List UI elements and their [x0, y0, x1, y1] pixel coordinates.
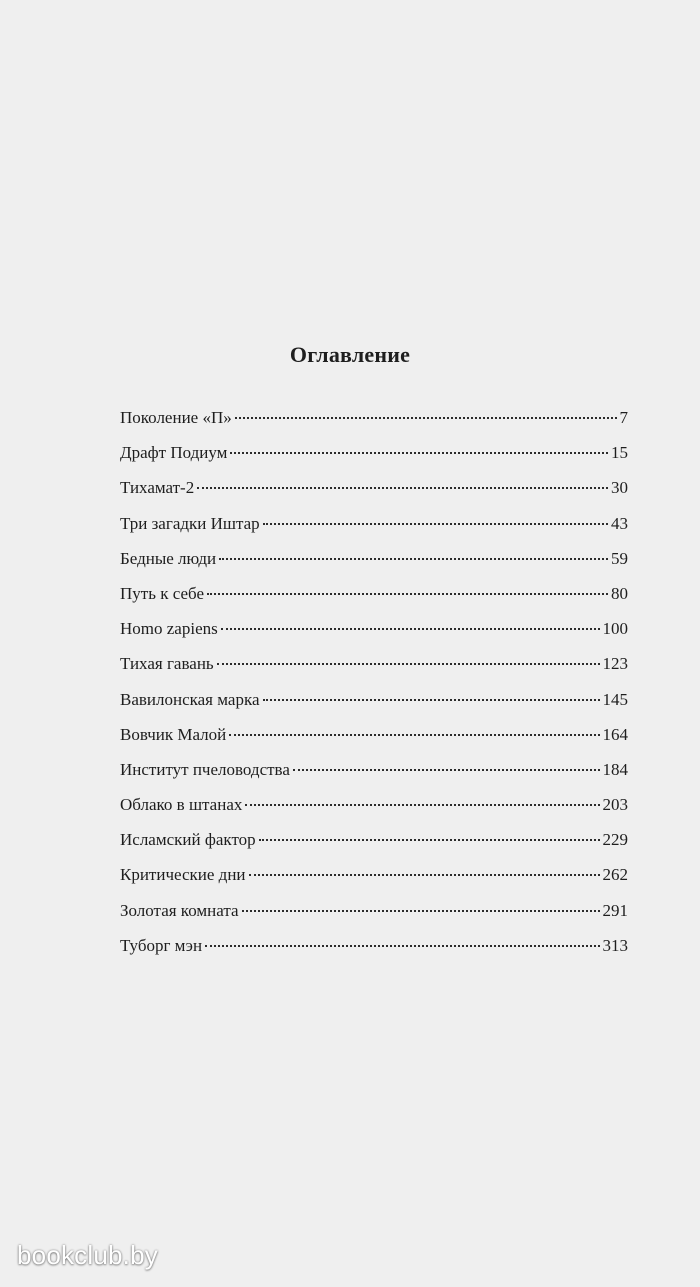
toc-entry-page: 59 [611, 548, 628, 568]
toc-entry-page: 15 [611, 443, 628, 463]
toc-entry [120, 435, 628, 470]
dot-leader [293, 769, 600, 771]
toc-entry-page: 123 [602, 654, 628, 674]
toc-entry-page: 203 [602, 795, 628, 815]
dot-leader [235, 417, 617, 419]
toc-entry-page: 100 [602, 619, 628, 639]
toc-entry [120, 682, 628, 717]
page-title: Оглавление [289, 342, 411, 367]
toc-entry-page: 164 [602, 724, 628, 744]
toc-entry-page: 229 [602, 830, 628, 850]
toc-entry [120, 541, 628, 576]
toc-entry-title: Исламский фактор [120, 830, 256, 850]
toc-entry-page: 30 [611, 478, 628, 498]
dot-leader [245, 804, 599, 806]
dot-leader [207, 593, 608, 595]
toc-entry [120, 752, 628, 787]
toc-entry-title: Бедные люди [120, 548, 217, 568]
dot-leader [217, 663, 600, 665]
toc-entry [120, 576, 628, 611]
toc-entry [120, 400, 628, 435]
toc-entry-title: Тихая гавань [120, 654, 214, 674]
toc-entry-title: Золотая комната [120, 900, 239, 920]
toc-entry-title: Облако в штанах [120, 795, 243, 815]
toc-entry-page: 145 [602, 689, 628, 709]
toc-entry-title: Путь к себе [120, 583, 204, 603]
dot-leader [263, 523, 608, 525]
dot-leader [249, 874, 600, 876]
toc-entry-page: 291 [602, 900, 628, 920]
dot-leader [221, 628, 600, 630]
toc-entry-title: Драфт Подиум [120, 443, 228, 463]
toc-entry [120, 893, 628, 928]
toc-entry [120, 787, 628, 822]
dot-leader [230, 452, 608, 454]
toc-entry-page: 43 [611, 513, 628, 533]
toc-entry [120, 470, 628, 505]
toc-entry-title: Институт пчеловодства [120, 759, 290, 779]
table-of-contents [120, 400, 628, 963]
toc-entry-title: Три загадки Иштар [120, 513, 260, 533]
watermark: bookclub.by [17, 1240, 158, 1270]
toc-entry-page: 262 [602, 865, 628, 885]
toc-entry-page: 80 [611, 583, 628, 603]
dot-leader [197, 487, 608, 489]
toc-entry-title: Вовчик Малой [120, 724, 227, 744]
toc-entry [120, 611, 628, 646]
toc-entry-title: Homo zapiens [120, 619, 218, 639]
toc-entry [120, 822, 628, 857]
dot-leader [242, 910, 600, 912]
toc-entry-title: Туборг мэн [120, 935, 203, 955]
toc-entry [120, 857, 628, 892]
dot-leader [259, 839, 600, 841]
dot-leader [219, 558, 608, 560]
toc-entry-title: Тихамат-2 [120, 478, 195, 498]
toc-entry-page: 184 [602, 759, 628, 779]
toc-entry-page: 313 [602, 935, 628, 955]
toc-entry [120, 506, 628, 541]
dot-leader [205, 945, 599, 947]
toc-entry-title: Вавилонская марка [120, 689, 260, 709]
dot-leader [229, 734, 599, 736]
toc-entry-page: 7 [619, 408, 628, 427]
toc-entry [120, 717, 628, 752]
toc-entry [120, 928, 628, 963]
toc-entry [120, 646, 628, 681]
toc-entry-title: Поколение «П» [120, 408, 232, 427]
toc-entry-title: Критические дни [120, 865, 246, 885]
dot-leader [263, 699, 600, 701]
